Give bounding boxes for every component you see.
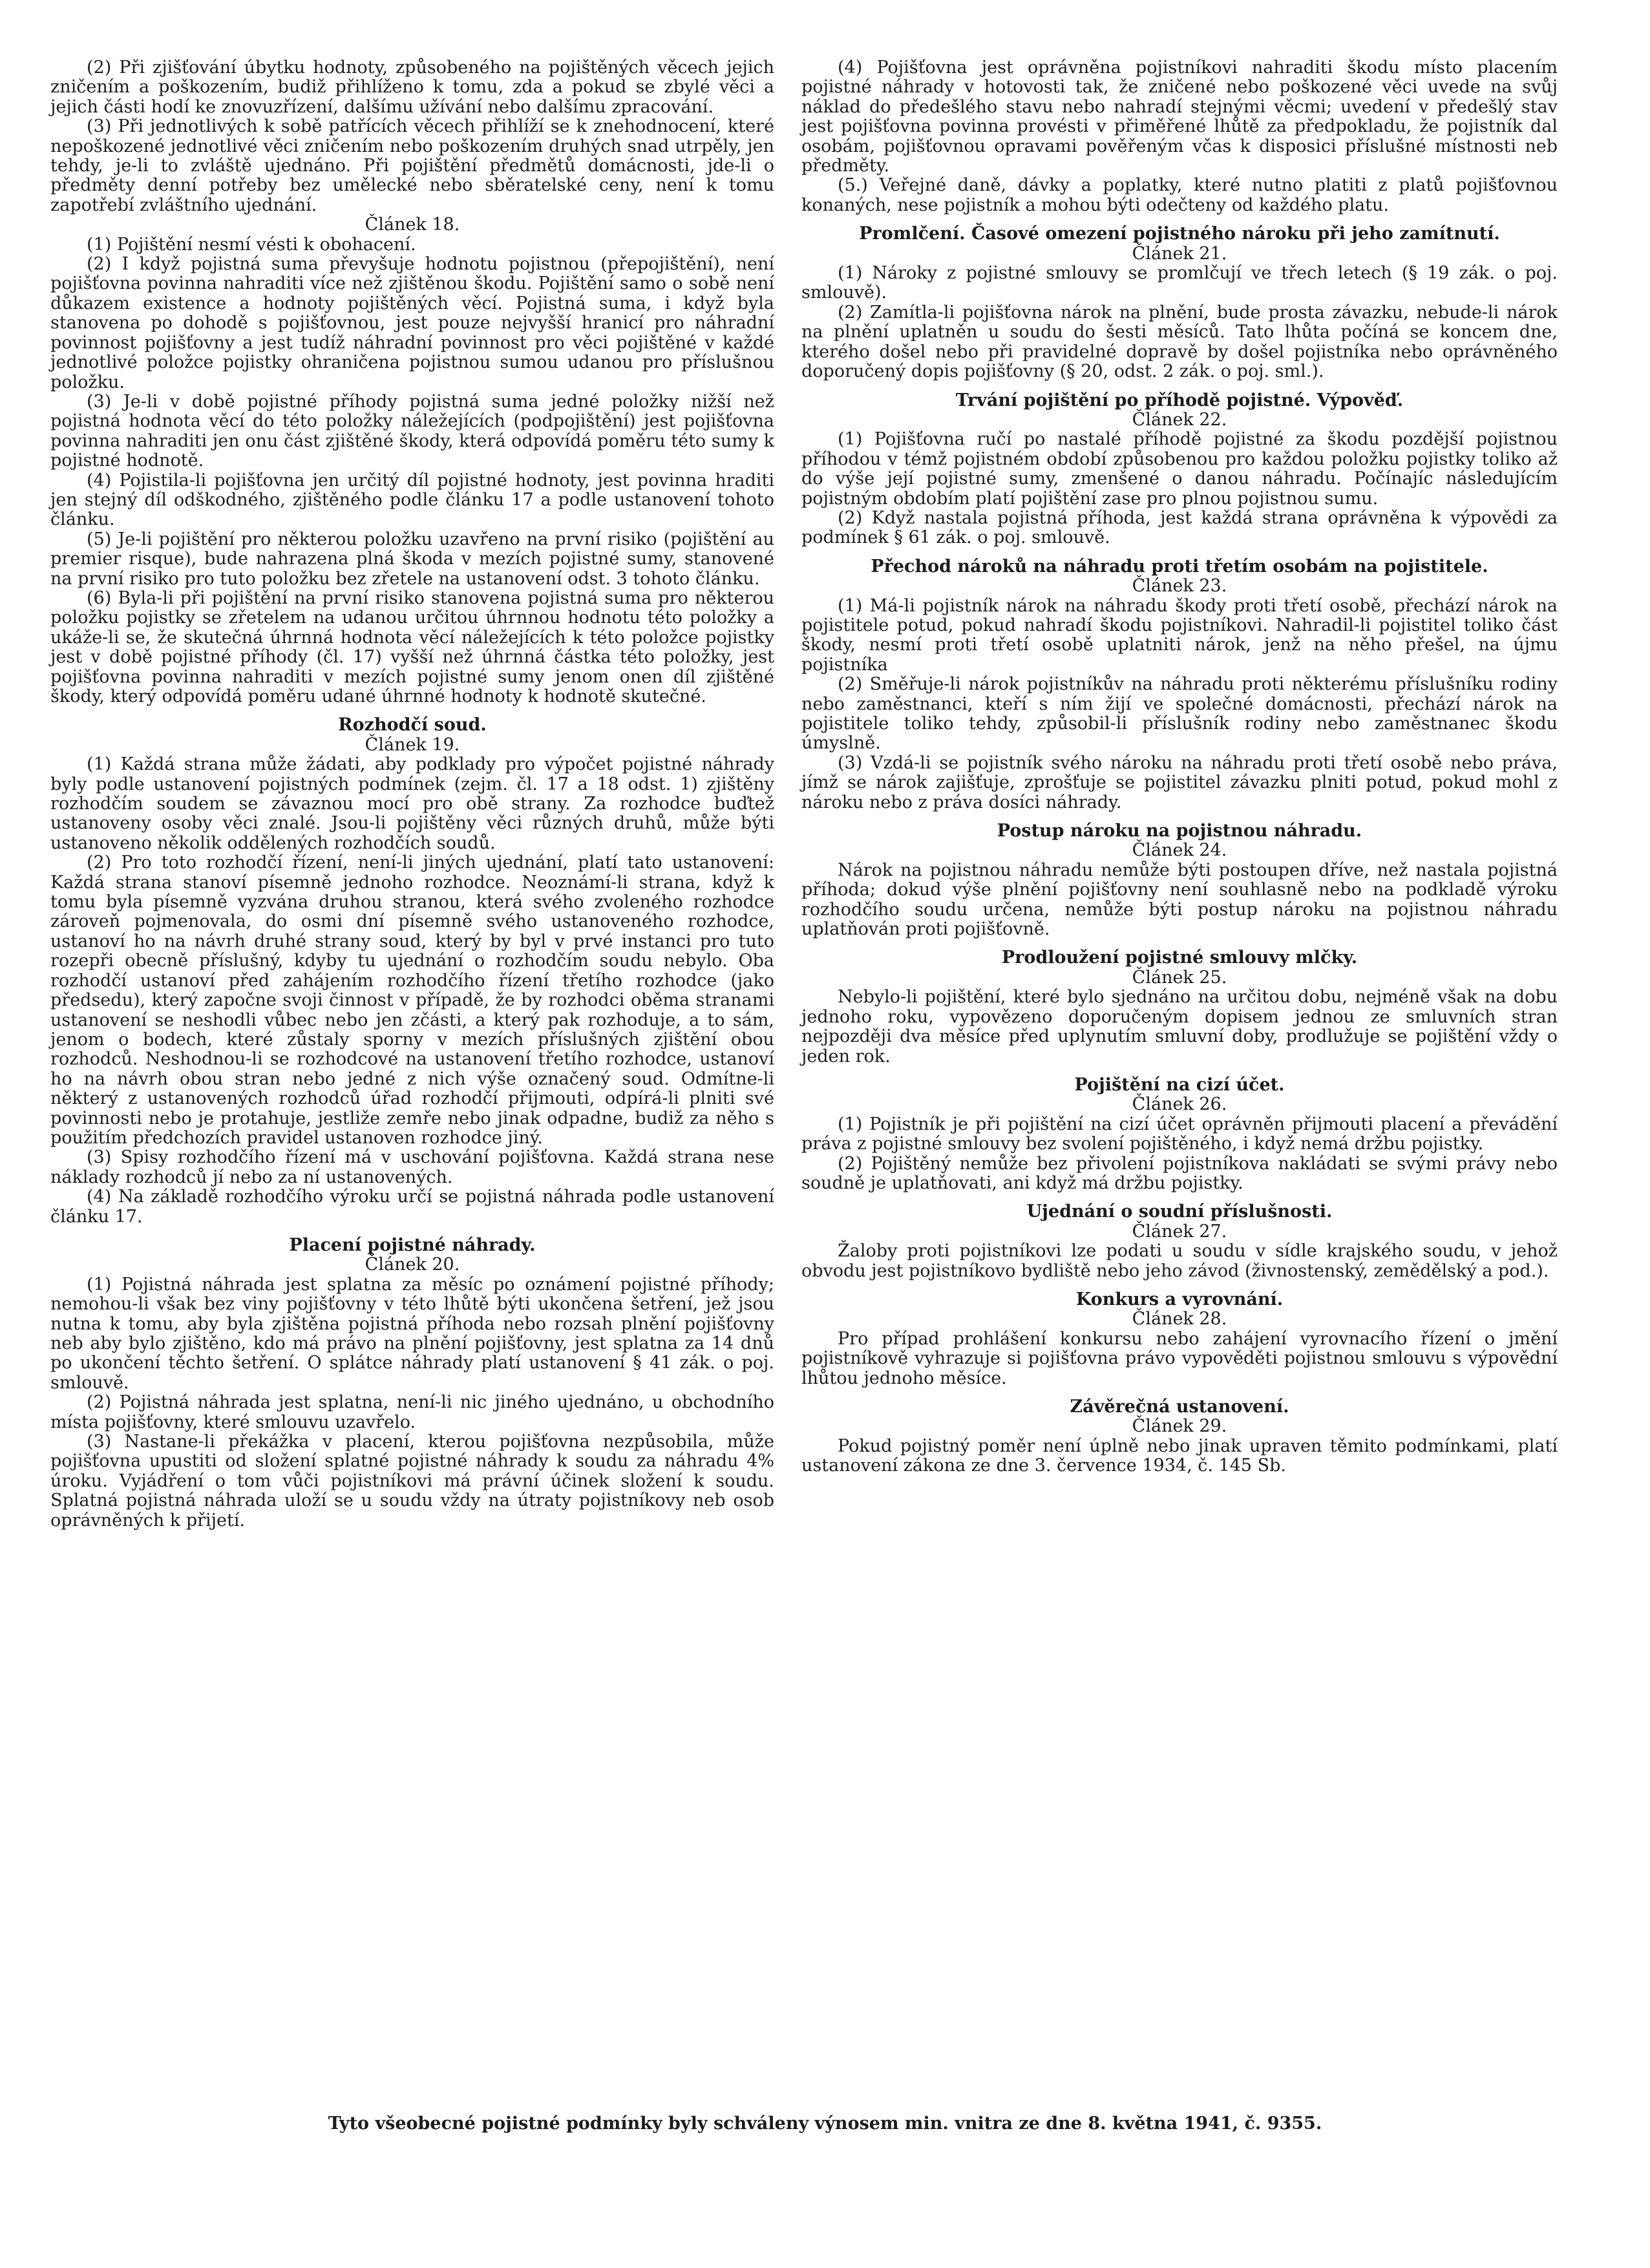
paragraph: (1) Pojišťovna ručí po nastalé příhodě pojistné za škodu pozdější pojistnou příhodou v témž pojistném období způsobenou pro každou položku pojistky toliko až do výše její pojistné sumy, zmenšené o danou náhradu. Počínajíc následujícím pojistným obdobím platí pojištění zase pro plnou pojistnou sumu. (801, 429, 1558, 509)
paragraph: (2) I když pojistná suma převyšuje hodnotu pojistnou (přepojištění), není pojišťovna povinna nahraditi více než zjištěnou škodu. Pojištění samo o sobě není důkazem existence a hodnoty pojištěných věcí. Pojistná suma, i když byla stanovena po dohodě s pojišťovnou, jest pouze nejvyšší hranicí pro náhradní povinnost pojišťovny a jest tudíž náhradní povinnost pro věci pojištěné v každé jednotlivé položce pojistky ohraničena pojistnou sumou udanou pro příslušnou položku. (50, 254, 774, 392)
paragraph: Žaloby proti pojistníkovi lze podati u soudu v sídle krajského soudu, v jehož obvodu jest pojistníkovo bydliště nebo jeho závod (živnostenský, zemědělský a pod.). (801, 1241, 1558, 1281)
article-number: Článek 27. (1132, 1221, 1227, 1242)
article-number: Článek 29. (1132, 1416, 1227, 1437)
paragraph: (4) Pojistila-li pojišťovna jen určitý díl pojistné hodnoty, jest povinna hraditi jen stejný díl odškodného, zjištěného podle článku 17 a podle ustanovení tohoto článku. (50, 470, 774, 530)
paragraph: (5) Je-li pojištění pro některou položku uzavřeno na první risiko (pojištění au premier risque), bude nahrazena plná škoda v mezích pojistné sumy, stanovené na první risiko pro tuto položku bez zřetele na ustanovení odst. 3 tohoto článku. (50, 529, 774, 589)
article-number: Článek 28. (1132, 1309, 1227, 1330)
paragraph: (1) Nároky z pojistné smlouvy se promlčují ve třech letech (§ 19 zák. o poj. smlouvě). (801, 263, 1558, 303)
article-number: Článek 18. (365, 215, 460, 235)
article-number: Článek 22. (1132, 409, 1227, 430)
right-column (801, 58, 1558, 1476)
article-number: Článek 25. (1132, 967, 1227, 988)
section-heading: Rozhodčí soud. (338, 715, 487, 736)
paragraph: (1) Pojistník je při pojištění na cizí účet oprávněn přijmouti placení a převádění práva z pojistné smlouvy bez svolení pojištěného, i když nemá držbu pojistky. (801, 1114, 1558, 1154)
paragraph: (2) Pojištěný nemůže bez přivolení pojistníkova nakládati se svými právy nebo soudně je uplatňovati, ani když má držbu pojistky. (801, 1153, 1558, 1193)
paragraph: (3) Nastane-li překážka v placení, kterou pojišťovna nezpůsobila, může pojišťovna upustiti od složení splatné pojistné náhrady k soudu za náhradu 4% úroku. Vyjádření o tom vůči pojistníkovi má právní účinek složení k soudu. Splatná pojistná náhrada uloží se u soudu vždy na útraty pojistníkovy neb osob oprávněných k přijetí. (50, 1432, 774, 1531)
paragraph: (6) Byla-li při pojištění na první risiko stanovena pojistná suma pro některou položku pojistky se zřetelem na udanou určitou úhrnnou hodnotu této položky a ukáže-li se, že skutečná úhrnná hodnota věcí náležejících k této položce pojistky jest v době pojistné příhody (čl. 17) vyšší než úhrnná částka této položky, jest pojišťovna povinna nahraditi v mezích pojistné sumy jenom onen díl zjištěné škody, který odpovídá poměru udané úhrnné hodnoty k hodnotě skutečné. (50, 588, 774, 706)
paragraph: (5.) Veřejné daně, dávky a poplatky, které nutno platiti z platů pojišťovnou konaných, nese pojistník a mohou býti odečteny od každého platu. (801, 175, 1558, 215)
section-heading: Postup nároku na pojistnou náhradu. (997, 821, 1362, 842)
section-heading: Placení pojistné náhrady. (289, 1235, 536, 1255)
section-heading: Pojištění na cizí účet. (1074, 1074, 1285, 1095)
paragraph: (2) Pro toto rozhodčí řízení, není-li jiných ujednání, platí tato ustanovení: Každá strana stanoví písemně jednoho rozhodce. Neoznámí-li strana, když k tomu byla písemně vyzvána druhou stranou, která svého zvoleného rozhodce zároveň pojmenovala, do osmi dní písemně svého ustanoveného rozhodce, ustanoví ho na návrh druhé strany soud, který by byl v prvé instanci pro tuto rozepři obecně příslušný, kdyby tu ujednání o rozhodčím soudu nebylo. Oba rozhodčí ustanoví před zahájením rozhodčího řízení třetího rozhodce (jako předsedu), který započne svoji činnost v případě, že by rozhodci oběma stranami ustanovení se neshodli vůbec nebo jen zčásti, a který pak rozhoduje, a to sám, jenom o bodech, které zůstaly sporny v mezích příslušných zjištění obou rozhodců. Neshodnou-li se rozhodcové na ustanovení třetího rozhodce, ustanoví ho na návrh obou stran nebo jedné z nich výše označený soud. Odmítne-li některý z ustanovených rozhodců úřad rozhodčí přijmouti, odpírá-li plniti své povinnosti nebo je protahuje, jestliže zemře nebo jinak odpadne, budiž za něho s použitím předchozích pravidel ustanoven rozhodce jiný. (50, 853, 774, 1148)
section-heading: Přechod nároků na náhradu proti třetím osobám na pojistitele. (871, 556, 1488, 577)
paragraph: (3) Je-li v době pojistné příhody pojistná suma jedné položky nižší než pojistná hodnota věcí do této položky náležejících (podpojištění) jest pojišťovna povinna nahraditi jen onu část zjištěné škody, která odpovídá poměru této sumy k pojistné hodnotě. (50, 391, 774, 471)
left-column (50, 58, 774, 1531)
paragraph: (2) Směřuje-li nárok pojistníkův na náhradu proti některému příslušníku rodiny nebo zaměstnanci, kteří s ním žijí ve společné domácnosti, přechází nárok na pojistitele toliko tehdy, způsobil-li příslušník rodiny nebo zaměstnanec škodu úmyslně. (801, 674, 1558, 754)
section-heading: Konkurs a vyrovnání. (1075, 1289, 1284, 1309)
paragraph: (1) Pojistná náhrada jest splatna za měsíc po oznámení pojistné příhody; nemohou-li však bez viny pojišťovny v této lhůtě býti ukončena šetření, jež jsou nutna k tomu, aby byla zjištěna pojistná příhoda nebo rozsah plnění pojišťovny neb aby bylo zjištěno, kdo má právo na plnění pojišťovny, jest splatna za 14 dnů po ukončení těchto šetření. O splátce náhrady platí ustanovení § 41 zák. o poj. smlouvě. (50, 1274, 774, 1393)
approval-footer: Tyto všeobecné pojistné podmínky byly schváleny výnosem min. vnitra ze dne 8. května 1941, č. 9355. (328, 2114, 1322, 2134)
section-heading: Promlčení. Časové omezení pojistného nároku při jeho zamítnutí. (859, 224, 1500, 244)
section-heading: Trvání pojištění po příhodě pojistné. Výpověď. (955, 390, 1404, 410)
section-heading: Ujednání o soudní příslušnosti. (1026, 1202, 1333, 1222)
article-number: Článek 19. (365, 734, 460, 755)
paragraph: (2) Při zjišťování úbytku hodnoty, způsobeného na pojištěných věcech jejich zničením a poškozením, budiž přihlíženo k tomu, zda a pokud se zbylé věci a jejich části hodí ke znovuzřízení, dalšímu užívání nebo dalšímu zpracování. (50, 58, 774, 117)
article-number: Článek 21. (1132, 243, 1227, 264)
paragraph: Nebylo-li pojištění, které bylo sjednáno na určitou dobu, nejméně však na dobu jednoho roku, vypovězeno doporučeným dopisem jednou ze smluvních stran nejpozději dva měsíce před uplynutím smluvní doby, prodlužuje se pojištění vždy o jeden rok. (801, 987, 1558, 1066)
paragraph: Pro případ prohlášení konkursu nebo zahájení vyrovnacího řízení o jmění pojistníkově vyhrazuje si pojišťovna právo vypověděti pojistnou smlouvu s výpovědní lhůtou jednoho měsíce. (801, 1328, 1558, 1388)
paragraph: (2) Zamítla-li pojišťovna nárok na plnění, bude prosta závazku, nebude-li nárok na plnění uplatněn u soudu do šesti měsíců. Tato lhůta počíná se koncem dne, kterého došel nebo při pravidelné dopravě by došel pojistníka nebo oprávněného doporučený dopis pojišťovny (§ 20, odst. 2 zák. o poj. sml.). (801, 302, 1558, 382)
paragraph: (2) Pojistná náhrada jest splatna, není-li nic jiného ujednáno, u obchodního místa pojišťovny, které smlouvu uzavřelo. (50, 1392, 774, 1432)
paragraph: (3) Spisy rozhodčího řízení má v uschování pojišťovna. Každá strana nese náklady rozhodců jí nebo za ní ustanovených. (50, 1147, 774, 1187)
paragraph: (1) Každá strana může žádati, aby podklady pro výpočet pojistné náhrady byly podle ustanovení pojistných podmínek (zejm. čl. 17 a 18 odst. 1) zjištěny rozhodčím soudem se závaznou mocí pro obě strany. Za rozhodce buďtež ustanoveny osoby věci znalé. Jsou-li pojištěny věci různých druhů, může býti ustanoveno několik oddělených rozhodčích soudů. (50, 754, 774, 853)
section-heading: Prodloužení pojistné smlouvy mlčky. (1001, 948, 1358, 968)
article-number: Článek 24. (1132, 840, 1227, 861)
paragraph: (4) Pojišťovna jest oprávněna pojistníkovi nahraditi škodu místo placením pojistné náhrady v hotovosti tak, že zničené nebo poškozené věci uvede na svůj náklad do předešlého stavu nebo nahradí stejnými věcmi; uvedení v předešlý stav jest pojišťovna povinna provésti v přiměřené lhůtě za předpokladu, že pojistník dal osobám, pojišťovnou opravami pověřeným včas k disposici příslušné místnosti neb předměty. (801, 58, 1558, 176)
article-number: Článek 26. (1132, 1094, 1227, 1115)
paragraph: (1) Má-li pojistník nárok na náhradu škody proti třetí osobě, přechází nárok na pojistitele potud, pokud nahradí škodu pojistníkovi. Nahradil-li pojistitel toliko část škody, nesmí proti třetí osobě uplatniti nárok, jenž na něho přešel, na újmu pojistníka (801, 595, 1558, 675)
paragraph: (3) Při jednotlivých k sobě patřících věcech přihlíží se k znehodnocení, které nepoškozené jednotlivé věci zničením nebo poškozením druhých snad utrpěly, jen tehdy, je-li to zvláště ujednáno. Při pojištění předmětů domácnosti, jde-li o předměty denní potřeby bez umělecké nebo sběratelské ceny, není k tomu zapotřebí zvláštního ujednání. (50, 116, 774, 215)
paragraph: (1) Pojištění nesmí vésti k obohacení. (87, 234, 416, 255)
article-number: Článek 23. (1132, 576, 1227, 597)
paragraph: Nárok na pojistnou náhradu nemůže býti postoupen dříve, než nastala pojistná příhoda; dokud výše plnění pojišťovny není souhlasně nebo na podkladě výroku rozhodčího soudu určena, nemůže býti postup nároku na pojistnou náhradu uplatňován proti pojišťovně. (801, 860, 1558, 940)
section-heading: Závěrečná ustanovení. (1070, 1397, 1289, 1417)
paragraph: Pokud pojistný poměr není úplně nebo jinak upraven těmito podmínkami, platí ustanovení zákona ze dne 3. července 1934, č. 145 Sb. (801, 1436, 1558, 1476)
paragraph: (2) Když nastala pojistná příhoda, jest každá strana oprávněna k výpovědi za podmínek § 61 zák. o poj. smlouvě. (801, 507, 1558, 548)
paragraph: (3) Vzdá-li se pojistník svého nároku na náhradu proti třetí osobě nebo práva, jímž se nárok zajišťuje, zprošťuje se pojistitel závazku plniti potud, pokud mohl z nároku nebo z práva dosíci náhrady. (801, 752, 1558, 812)
article-number: Článek 20. (365, 1255, 460, 1275)
paragraph: (4) Na základě rozhodčího výroku určí se pojistná náhrada podle ustanovení článku 17. (50, 1187, 774, 1227)
